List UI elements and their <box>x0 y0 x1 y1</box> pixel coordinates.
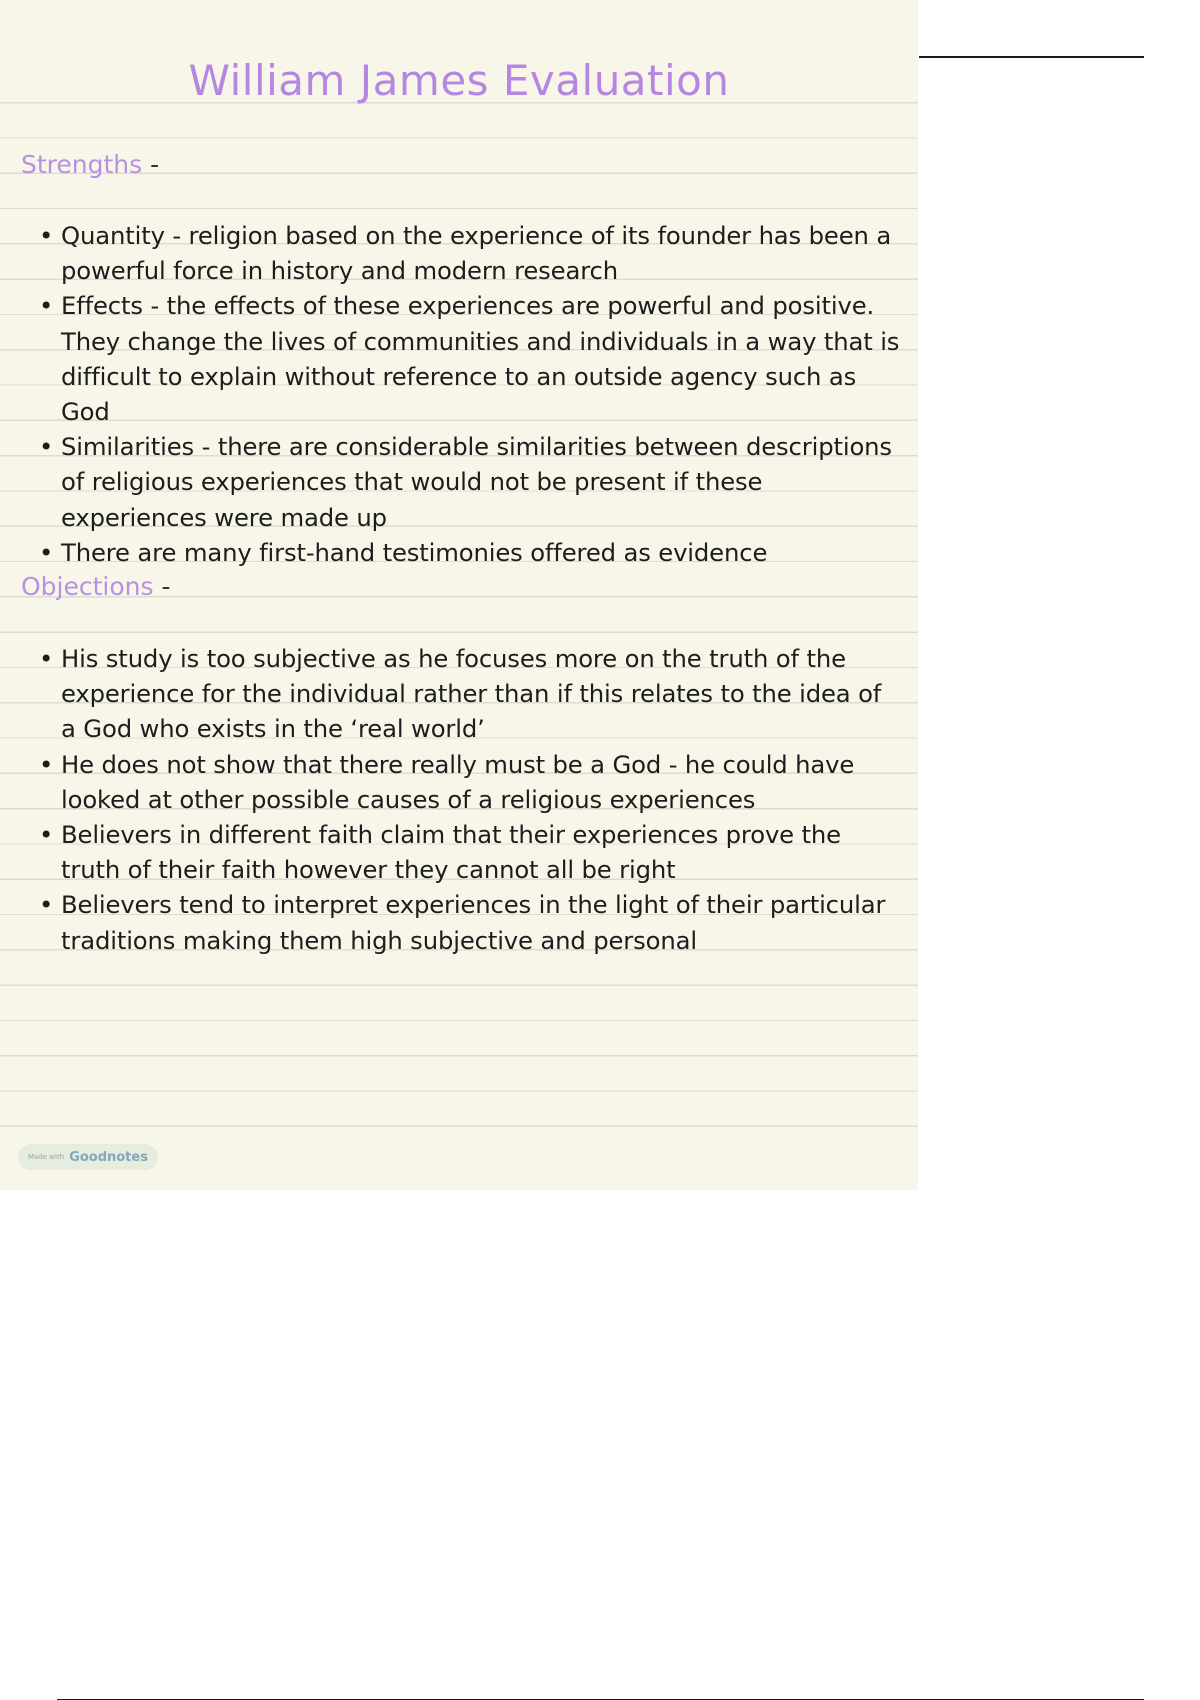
list-item <box>0 747 900 817</box>
objections-list <box>0 641 900 958</box>
list-item-text: Believers in different faith claim that their experiences prove the truth of their faith however they cannot all be right <box>61 820 841 885</box>
list-item-text: Believers tend to interpret experiences in the light of their particular traditions making them high subjective and personal <box>61 890 886 955</box>
list-item <box>0 817 900 887</box>
list-item-text: His study is too subjective as he focuses more on the truth of the experience for the individual rather than if this relates to the idea of a God who exists in the ‘real world’ <box>61 644 882 744</box>
bullet-icon: • <box>39 432 54 462</box>
bullet-icon: • <box>39 221 54 250</box>
top-divider <box>919 56 1144 58</box>
list-item-text: Quantity - religion based on the experience of its founder has been a powerful force in history and modern research <box>61 221 892 286</box>
page-title: William James Evaluation <box>188 56 730 105</box>
badge-brand: Goodnotes <box>69 1149 148 1165</box>
list-item <box>0 429 900 535</box>
bullet-icon: • <box>39 820 54 850</box>
objections-heading-label: Objections <box>21 572 154 601</box>
bullet-icon: • <box>39 537 54 567</box>
bullet-icon: • <box>39 644 54 673</box>
objections-heading-dash: - <box>161 572 171 601</box>
badge-made-with: Made with <box>28 1153 65 1161</box>
list-item-text: There are many first-hand testimonies offered as evidence <box>61 537 768 567</box>
strengths-heading-label: Strengths <box>21 150 143 179</box>
list-item <box>0 887 900 957</box>
goodnotes-badge <box>18 1144 158 1170</box>
strengths-heading-dash: - <box>150 150 160 179</box>
list-item <box>0 218 900 288</box>
strengths-list <box>0 218 900 570</box>
list-item-text: Similarities - there are considerable similarities between descriptions of religious experiences that would not be present if these experiences were made up <box>61 432 892 532</box>
list-item-text: Effects - the effects of these experiences are powerful and positive. They change the lives of communities and individuals in a way that is difficult to explain without reference to an outside agency such as God <box>61 291 900 427</box>
list-item <box>0 641 900 747</box>
bullet-icon: • <box>39 890 54 920</box>
list-item <box>0 535 900 570</box>
bullet-icon: • <box>39 749 54 779</box>
bullet-icon: • <box>39 291 54 321</box>
objections-heading <box>21 570 171 604</box>
list-item <box>0 288 900 429</box>
strengths-heading <box>21 148 159 182</box>
list-item-text: He does not show that there really must be a God - he could have looked at other possible causes of a religious experiences <box>61 749 855 814</box>
